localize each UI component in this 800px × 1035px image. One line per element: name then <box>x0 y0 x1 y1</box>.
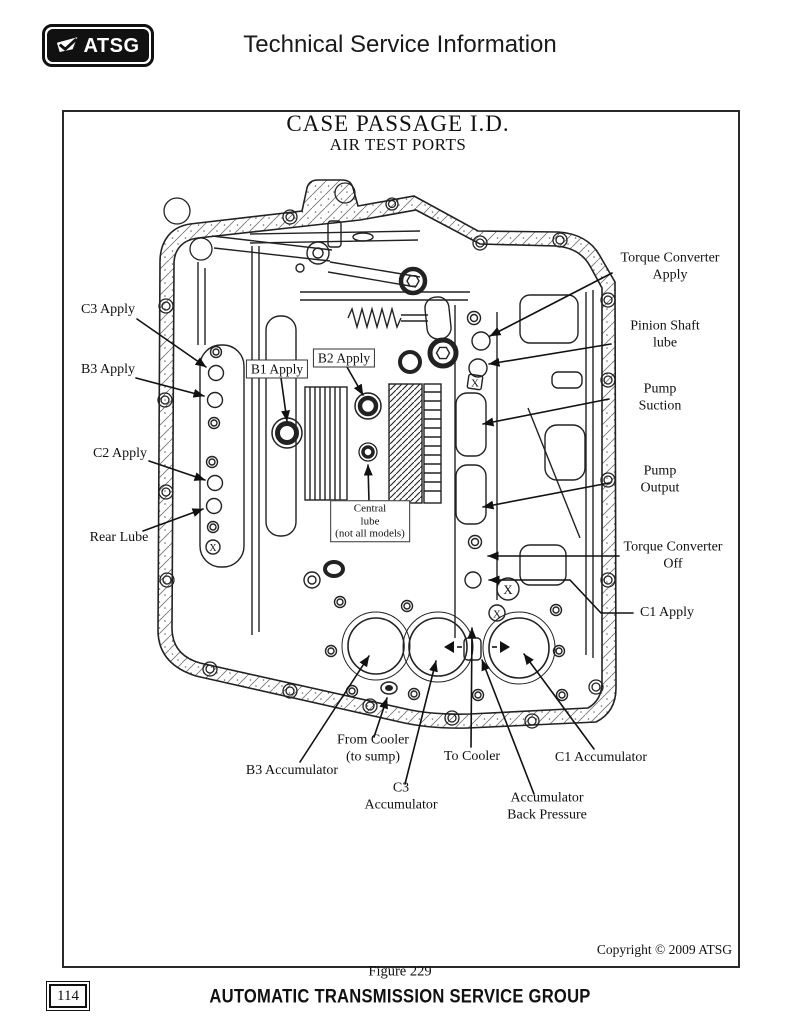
page-title: Technical Service Information <box>243 31 557 58</box>
label-b3-accumulator: B3 Accumulator <box>245 762 339 778</box>
copyright-notice: Copyright © 2009 ATSG <box>596 942 732 957</box>
footer-organization: AUTOMATIC TRANSMISSION SERVICE GROUP <box>209 985 591 1008</box>
label-c3-apply: C3 Apply <box>80 301 136 317</box>
label-b1-apply: B1 Apply <box>246 360 308 379</box>
label-line: (not all models) <box>335 527 405 540</box>
label-line: Pump <box>643 463 677 479</box>
label-accumulator-back-pressure <box>507 791 587 824</box>
label-c1-apply: C1 Apply <box>639 604 695 620</box>
label-line: Output <box>640 480 680 495</box>
label-from-cooler <box>337 733 409 766</box>
label-pump-output <box>641 464 680 497</box>
label-line: Pinion Shaft <box>630 318 700 334</box>
page-number: 114 <box>49 984 87 1008</box>
label-to-cooler: To Cooler <box>443 748 501 764</box>
label-line: Pump <box>643 381 677 397</box>
label-line: Off <box>663 556 683 571</box>
x-marker: X <box>493 608 501 621</box>
label-c3-accumulator <box>364 781 437 814</box>
label-line: Central <box>353 502 387 515</box>
figure-caption: Figure 229 <box>368 963 432 980</box>
label-b2-apply: B2 Apply <box>313 349 375 368</box>
case-outline <box>158 180 616 728</box>
label-rear-lube: Rear Lube <box>89 529 149 545</box>
label-line: From Cooler <box>337 732 409 748</box>
label-torque-converter-apply <box>621 251 720 284</box>
label-line: (to sump) <box>345 749 401 764</box>
case-interior-detail <box>198 221 593 701</box>
label-line: Accumulator <box>364 797 438 812</box>
label-c2-apply: C2 Apply <box>92 445 148 461</box>
x-marker: X <box>209 543 217 554</box>
label-b3-apply: B3 Apply <box>80 361 136 377</box>
label-line: Back Pressure <box>507 807 587 822</box>
page-number-box <box>46 981 90 1011</box>
label-pinion-shaft-lube <box>630 319 700 352</box>
x-marker: X <box>471 377 479 390</box>
x-port-marks <box>209 378 513 621</box>
label-line: Torque Converter <box>620 250 720 266</box>
figure-subtitle: AIR TEST PORTS <box>329 135 467 154</box>
label-line: Apply <box>652 267 688 282</box>
label-c1-accumulator: C1 Accumulator <box>554 749 648 765</box>
label-line: lube <box>652 335 678 350</box>
label-line: lube <box>360 514 380 527</box>
label-torque-converter-off <box>624 540 723 573</box>
label-pump-suction <box>639 382 682 415</box>
flow-arrows <box>444 641 510 653</box>
atsg-logo-text: ATSG <box>83 34 140 57</box>
label-line: Accumulator <box>510 790 584 806</box>
x-marker: X <box>503 582 513 597</box>
label-line: C3 <box>392 780 410 796</box>
label-line: Torque Converter <box>623 539 723 555</box>
label-line: Suction <box>638 398 682 413</box>
figure-title: CASE PASSAGE I.D. <box>286 111 510 136</box>
label-central-lube <box>330 500 410 542</box>
